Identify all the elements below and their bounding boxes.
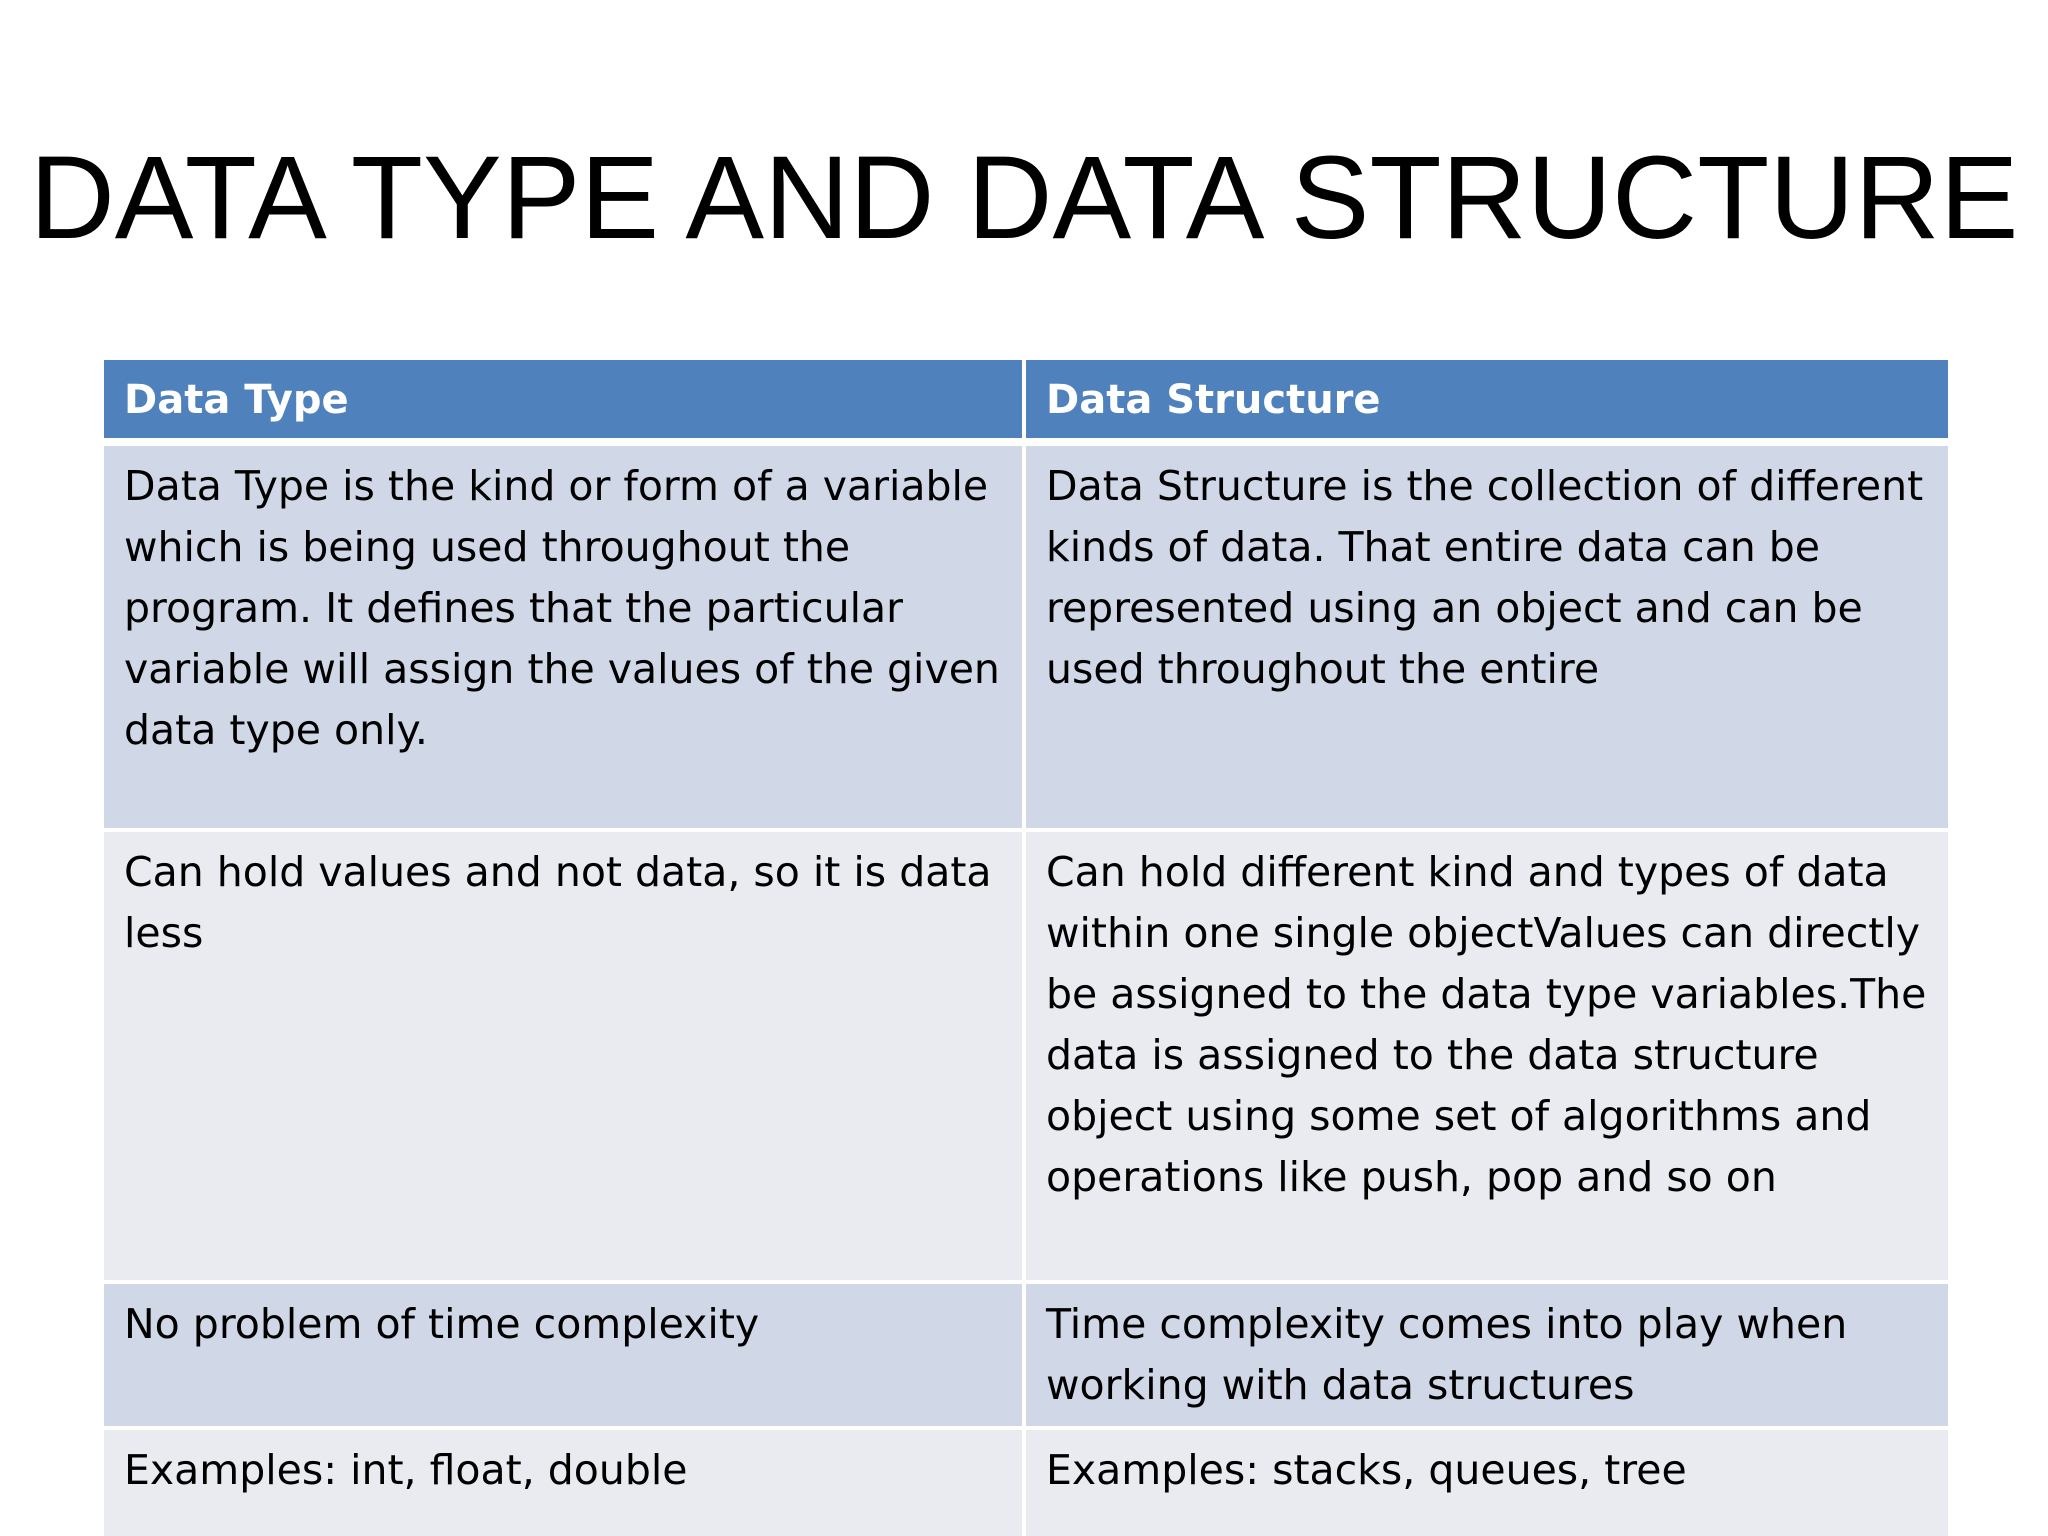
slide-title: DATA TYPE AND DATA STRUCTURE [29,132,2019,264]
table-cell: Examples: stacks, queues, tree [1024,1428,1948,1536]
table-cell: Time complexity comes into play when working with data structures [1024,1282,1948,1428]
table-cell: Data Structure is the collection of different kinds of data. That entire data can be represented using an object and can be used throughout the entire [1024,442,1948,830]
table-row [104,1282,1948,1428]
table-row [104,442,1948,830]
table-row [104,830,1948,1282]
comparison-table [104,360,1948,1536]
header-data-structure: Data Structure [1024,360,1948,442]
table-cell: No problem of time complexity [104,1282,1024,1428]
header-data-type: Data Type [104,360,1024,442]
table-cell: Can hold different kind and types of data within one single objectValues can directly be assigned to the data type variables.The data is assigned to the data structure object using some set of algorithms and operations like push, pop and so on [1024,830,1948,1282]
table-row [104,1428,1948,1536]
table-cell: Examples: int, float, double [104,1428,1024,1536]
table-header-row [104,360,1948,442]
table-cell: Can hold values and not data, so it is data less [104,830,1024,1282]
table-cell: Data Type is the kind or form of a variable which is being used throughout the program. It defines that the particular variable will assign the values of the given data type only. [104,442,1024,830]
